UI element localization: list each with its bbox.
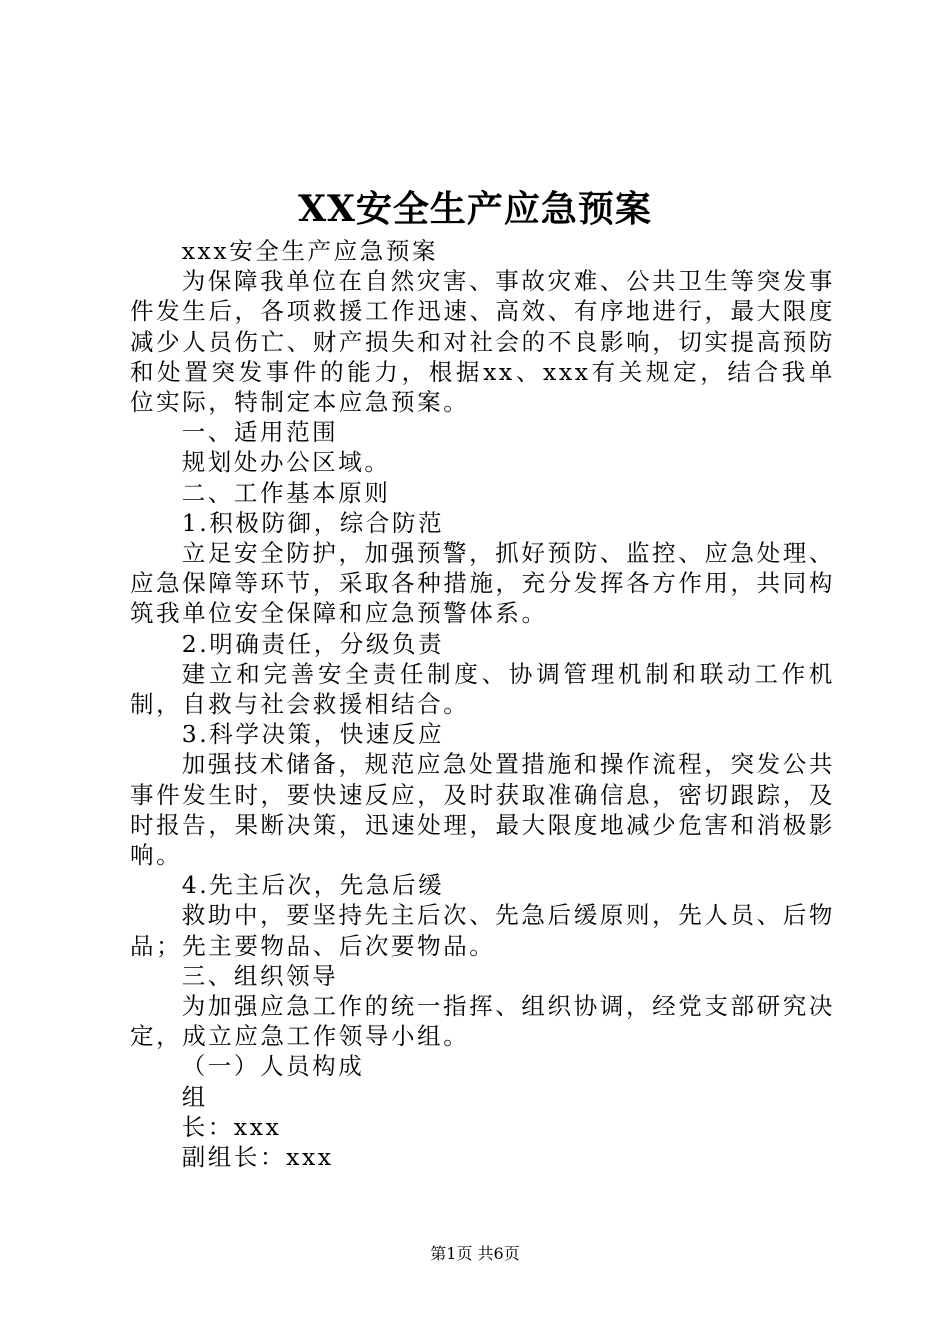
subsection-heading-members: （一）人员构成: [181, 1052, 365, 1081]
document-title: XX安全生产应急预案: [298, 188, 652, 230]
principle-heading-2: 2.明确责任，分级负责: [181, 629, 445, 658]
principle-text-1: 立足安全防护，加强预警，抓好预防、监控、应急处理、应急保障等环节，采取各种措施，充分发挥各方作用，共同构筑我单位安全保障和应急预警体系。: [130, 539, 835, 628]
section-heading-principles: 二、工作基本原则: [181, 478, 391, 507]
principle-text-2: 建立和完善安全责任制度、协调管理机制和联动工作机制，自救与社会救援相结合。: [130, 659, 835, 719]
paragraph-organization: 为加强应急工作的统一指挥、组织协调，经党支部研究决定，成立应急工作领导小组。: [130, 992, 835, 1051]
principle-text-4: 救助中，要坚持先主后次、先急后缓原则，先人员、后物品；先主要物品、后次要物品。: [130, 901, 835, 960]
document-body: [130, 236, 835, 1172]
member-line-3: 副组长：xxx: [181, 1143, 334, 1172]
section-heading-organization: 三、组织领导: [181, 961, 339, 990]
member-line-2: 长：xxx: [181, 1112, 282, 1141]
paragraph-intro: 为保障我单位在自然灾害、事故灾难、公共卫生等突发事件发生后，各项救援工作迅速、高效、有序地进行，最大限度减少人员伤亡、财产损失和对社会的不良影响，切实提高预防和处置突发事件的能力，根据xx、xxx有关规定，结合我单位实际，特制定本应急预案。: [130, 267, 835, 417]
principle-heading-1: 1.积极防御，综合防范: [181, 508, 445, 537]
section-heading-scope: 一、适用范围: [181, 418, 339, 447]
paragraph-subtitle: xxx安全生产应急预案: [181, 237, 439, 265]
page-number-footer: 第1页 共6页: [430, 1244, 520, 1263]
principle-heading-3: 3.科学决策，快速反应: [181, 720, 445, 749]
principle-text-3: 加强技术储备，规范应急处置措施和操作流程，突发公共事件发生时，要快速反应，及时获取准确信息，密切跟踪，及时报告，果断决策，迅速处理，最大限度地减少危害和消极影响。: [130, 750, 835, 870]
member-line-1: 组: [181, 1082, 208, 1111]
principle-heading-4: 4.先主后次，先急后缓: [181, 871, 445, 900]
paragraph-scope: 规划处办公区域。: [181, 448, 391, 477]
